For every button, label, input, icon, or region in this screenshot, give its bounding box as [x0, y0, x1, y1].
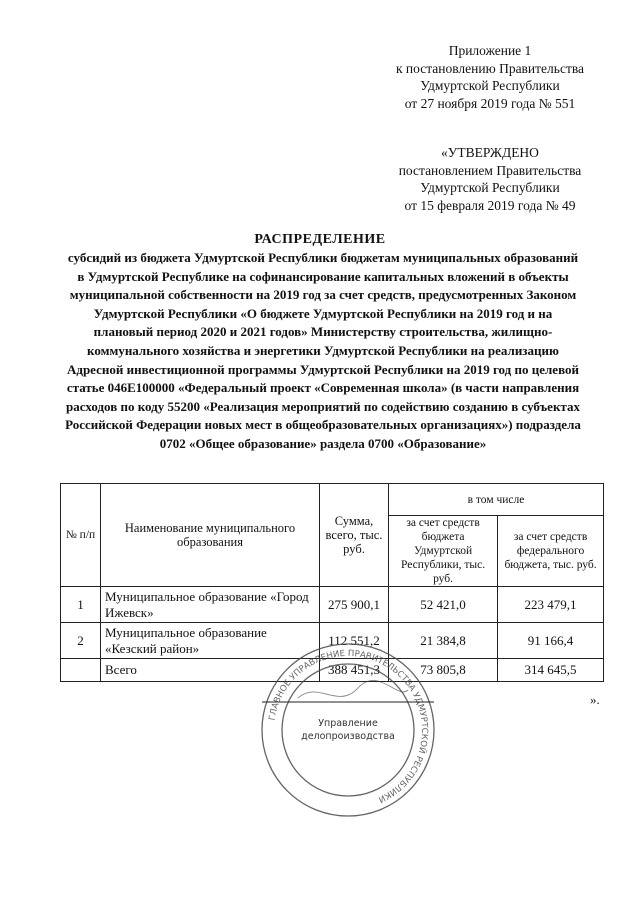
department-stamp [258, 640, 438, 820]
subtitle-line: 0702 «Общее образование» раздела 0700 «Образование» [159, 435, 487, 451]
row-total-sum: 112 551,2 [320, 623, 389, 659]
stamp-ring-text: ГЛАВНОЕ УПРАВЛЕНИЕ ПРАВИТЕЛЬСТВА УДМУРТСКОЙ РЕСПУБЛИКИ [267, 648, 430, 805]
header-regional-budget: за счет средств бюджета Удмуртской Республики, тыс. руб. [389, 516, 498, 587]
header-federal-budget: за счет средств федерального бюджета, тыс. руб. [498, 516, 604, 587]
total-sum: 388 451,3 [320, 659, 389, 682]
stamp-dept-line1: Управление [318, 718, 378, 729]
header-including: в том числе [389, 484, 604, 516]
appendix-line: Удмуртской Республики [420, 78, 560, 93]
subtitle-line: в Удмуртской Республике на софинансирование капитальных вложений в объекты [77, 268, 569, 284]
row-total-sum: 275 900,1 [320, 587, 389, 623]
subtitle-line: Российской Федерации новых мест в общеобразовательных организациях») подраздела [65, 417, 581, 433]
row-number: 2 [61, 623, 101, 659]
row-regional-amount: 52 421,0 [389, 587, 498, 623]
total-federal-amount: 314 645,5 [498, 659, 604, 682]
header-municipality: Наименование муниципального образования [101, 484, 320, 587]
header-total-sum: Сумма, всего, тыс. руб. [320, 484, 389, 587]
stamp-dept-line2: делопроизводства [301, 731, 395, 742]
document-subtitle [54, 249, 592, 454]
row-federal-amount: 91 166,4 [498, 623, 604, 659]
total-label: Всего [101, 659, 320, 682]
stamp-inner-ring [282, 664, 414, 796]
table-header-row [61, 484, 604, 516]
row-municipality: Муниципальное образование «Кезский район» [101, 623, 320, 659]
subtitle-line: плановый период 2020 и 2021 годов» Министерству строительства, жилищно- [93, 324, 553, 340]
approval-line: Удмуртской Республики [420, 180, 560, 195]
subtitle-line: Удмуртской Республики «О бюджете Удмуртской Республики на 2019 год и на [93, 305, 553, 321]
row-regional-amount: 21 384,8 [389, 623, 498, 659]
appendix-block [372, 42, 608, 112]
row-municipality: Муниципальное образование «Город Ижевск» [101, 587, 320, 623]
appendix-line: к постановлению Правительства [395, 60, 585, 76]
appendix-line: Приложение 1 [448, 43, 532, 58]
approval-block [372, 144, 608, 214]
subtitle-line: коммунального хозяйства и энергетики Удмуртской Республики на реализацию [87, 342, 559, 358]
appendix-line: от 27 ноября 2019 года № 551 [404, 95, 576, 111]
subtitle-line: муниципальной собственности на 2019 год за счет средств, предусмотренных Законом [69, 287, 577, 303]
subtitle-line: Адресной инвестиционной программы Удмуртской Республики на 2019 год по целевой [66, 361, 579, 377]
document-title: РАСПРЕДЕЛЕНИЕ [254, 232, 386, 247]
approval-line: от 15 февраля 2019 года № 49 [404, 197, 576, 213]
closing-quote: ». [590, 692, 600, 707]
total-regional-amount: 73 805,8 [389, 659, 498, 682]
subtitle-line: статье 046Е100000 «Федеральный проект «Современная школа» (в части направления [66, 380, 580, 396]
total-number-cell [61, 659, 101, 682]
header-number: № п/п [61, 484, 101, 587]
stamp-signature-mark [298, 680, 408, 698]
stamp-outer-ring [262, 644, 434, 816]
table-row [61, 587, 604, 623]
subtitle-line: расходов по коду 55200 «Реализация мероприятий по содействию созданию в субъектах [66, 398, 580, 414]
approval-line: «УТВЕРЖДЕНО [441, 145, 539, 160]
row-number: 1 [61, 587, 101, 623]
subtitle-line: субсидий из бюджета Удмуртской Республики бюджетам муниципальных образований [67, 250, 579, 265]
approval-line: постановлением Правительства [398, 162, 582, 178]
row-federal-amount: 223 479,1 [498, 587, 604, 623]
